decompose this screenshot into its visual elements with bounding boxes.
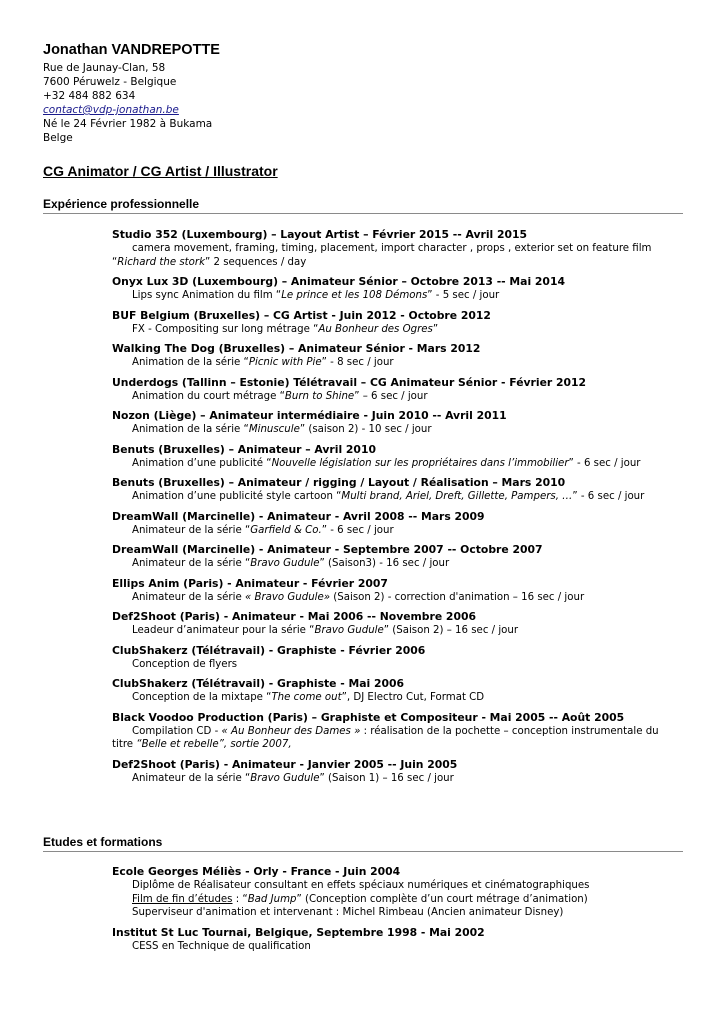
experience-desc: Conception de la mixtape “The come out”, DJ Electro Cut, Format CD <box>132 692 485 703</box>
experience-item <box>112 711 682 752</box>
experience-item <box>112 342 682 370</box>
experience-title: DreamWall (Marcinelle) - Animateur - Septembre 2007 -- Octobre 2007 <box>112 543 543 556</box>
experience-desc: Animateur de la série “Bravo Gudule” (Saison 1) – 16 sec / jour <box>132 772 454 784</box>
experience-item <box>112 409 682 437</box>
experience-title: DreamWall (Marcinelle) - Animateur - Avril 2008 -- Mars 2009 <box>112 509 485 523</box>
experience-item <box>112 510 682 538</box>
education-title: Institut St Luc Tournai, Belgique, Septembre 1998 - Mai 2002 <box>112 925 485 939</box>
contact-header <box>43 42 220 145</box>
experience-title: Studio 352 (Luxembourg) – Layout Artist – Février 2015 -- Avril 2015 <box>112 228 528 241</box>
experience-title: Black Voodoo Production (Paris) – Graphiste et Compositeur - Mai 2005 -- Août 2005 <box>112 710 625 724</box>
nationality: Belge <box>43 132 73 144</box>
experience-item <box>112 228 682 269</box>
experience-title: Underdogs (Tallinn – Estonie) Télétravail – CG Animateur Sénior - Février 2012 <box>112 375 587 389</box>
experience-item <box>112 644 682 672</box>
education-item <box>112 865 682 920</box>
experience-item <box>112 376 682 404</box>
experience-item <box>112 577 682 605</box>
experience-item <box>112 476 682 504</box>
experience-list <box>112 228 682 791</box>
experience-title: Ellips Anim (Paris) - Animateur - Février 2007 <box>112 576 388 590</box>
address-line-1: Rue de Jaunay-Clan, 58 <box>43 62 166 74</box>
education-line: CESS en Technique de qualification <box>132 940 311 952</box>
education-item <box>112 926 682 954</box>
experience-desc: Animation d’une publicité “Nouvelle législation sur les propriétaires dans l’immobilier” - 6 sec / jour <box>132 457 641 469</box>
experience-title: Nozon (Liège) – Animateur intermédiaire - Juin 2010 -- Avril 2011 <box>112 409 507 422</box>
experience-title: BUF Belgium (Bruxelles) – CG Artist - Juin 2012 - Octobre 2012 <box>112 308 491 322</box>
experience-desc: Animation du court métrage “Burn to Shine” – 6 sec / jour <box>132 390 428 402</box>
experience-item <box>112 758 682 786</box>
person-name: Jonathan VANDREPOTTE <box>43 42 220 58</box>
experience-desc: Animateur de la série “Garfield & Co.” - 6 sec / jour <box>132 524 394 536</box>
education-line: Diplôme de Réalisateur consultant en effets spéciaux numériques et cinématographiques <box>132 880 590 891</box>
experience-item <box>112 610 682 638</box>
birth-info: Né le 24 Février 1982 à Bukama <box>43 118 213 130</box>
experience-desc: Animation de la série “Minuscule” (saison 2) - 10 sec / jour <box>132 424 432 435</box>
experience-desc: Leadeur d’animateur pour la série “Bravo Gudule” (Saison 2) – 16 sec / jour <box>132 625 519 636</box>
experience-desc: FX - Compositing sur long métrage “Au Bonheur des Ogres” <box>132 323 439 335</box>
experience-title: Benuts (Bruxelles) – Animateur / rigging / Layout / Réalisation – Mars 2010 <box>112 476 566 489</box>
experience-desc: camera movement, framing, timing, placement, import character , props , exterior set on feature film “Richard the stork” 2 sequences / day <box>112 243 652 268</box>
experience-title: Benuts (Bruxelles) – Animateur – Avril 2010 <box>112 442 376 456</box>
experience-title: ClubShakerz (Télétravail) - Graphiste - Mai 2006 <box>112 677 405 690</box>
experience-desc: Compilation CD - « Au Bonheur des Dames » : réalisation de la pochette – conception instrumentale du titre “Belle et rebelle”, sortie 2007, <box>112 725 659 750</box>
education-line: Superviseur d'animation et intervenant : Michel Rimbeau (Ancien animateur Disney) <box>132 907 564 918</box>
phone-number: +32 484 882 634 <box>43 90 136 102</box>
email-link[interactable]: contact@vdp-jonathan.be <box>43 104 179 116</box>
experience-item <box>112 443 682 471</box>
experience-item <box>112 543 682 571</box>
education-title: Ecole Georges Méliès - Orly - France - Juin 2004 <box>112 865 401 878</box>
experience-item <box>112 677 682 705</box>
experience-desc: Animation de la série “Picnic with Pie” - 8 sec / jour <box>132 357 394 368</box>
experience-desc: Conception de flyers <box>132 658 238 670</box>
experience-item <box>112 309 682 337</box>
experience-desc: Lips sync Animation du film “Le prince et les 108 Démons” - 5 sec / jour <box>132 290 500 301</box>
experience-item <box>112 275 682 303</box>
cv-title: CG Animator / CG Artist / Illustrator <box>43 163 278 179</box>
experience-title: Onyx Lux 3D (Luxembourg) – Animateur Sénior – Octobre 2013 -- Mai 2014 <box>112 275 565 288</box>
experience-title: ClubShakerz (Télétravail) - Graphiste - Février 2006 <box>112 643 426 657</box>
education-list <box>112 865 682 959</box>
address-line-2: 7600 Péruwelz - Belgique <box>43 76 177 88</box>
experience-title: Def2Shoot (Paris) - Animateur - Janvier 2005 -- Juin 2005 <box>112 757 458 771</box>
experience-desc: Animation d’une publicité style cartoon “Multi brand, Ariel, Dreft, Gillette, Pampers, …” - 6 sec / jour <box>132 491 645 502</box>
experience-title: Def2Shoot (Paris) - Animateur - Mai 2006 -- Novembre 2006 <box>112 610 476 623</box>
experience-desc: Animateur de la série “Bravo Gudule” (Saison3) - 16 sec / jour <box>132 558 450 569</box>
experience-desc: Animateur de la série « Bravo Gudule» (Saison 2) - correction d'animation – 16 sec / jour <box>132 591 585 603</box>
education-line: Film de fin d’études : “Bad Jump” (Conception complète d’un court métrage d’animation) <box>132 893 588 905</box>
experience-title: Walking The Dog (Bruxelles) – Animateur Sénior - Mars 2012 <box>112 342 481 355</box>
education-heading: Etudes et formations <box>43 835 683 852</box>
experience-heading: Expérience professionnelle <box>43 197 683 214</box>
